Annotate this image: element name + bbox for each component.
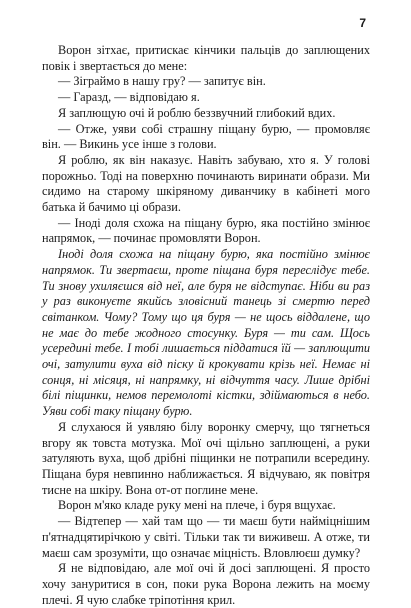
paragraph: Ворон м'яко кладе руку мені на плече, і буря вщухає. [58,498,336,513]
italic-paragraph: Іноді доля схожа на піщану бурю, яка постійно змінює напрямок. Ти звертаєш, проте піщана буря переслідує тебе. Ти знову ухиляєшся від неї, але буря не відступає. Ніби ви раз у раз виконуєте якийсь зловісний танець зі смертю перед світанком. Чому? Тому що ця буря — не щось віддалене, що не має до тебе жодного стосунку. Буря — ти сам. Щось усередині тебе. І тобі лишається піддатися їй — заплющити очі, затулити вуха від піску й крокувати крізь неї. Немає ні сонця, ні місяця, ні напрямку, ні відчуття часу. Лише дрібні білі піщинки, немов перемолоті кістки, здіймаються в небо. Уяви собі таку піщану бурю. [42,247,370,419]
paragraph: — Гаразд, — відповідаю я. [58,90,200,105]
paragraph: Я слухаюся й уявляю білу воронку смерчу, що тягнеться вгору як товста мотузка. Мої очі щільно заплющені, а руки затуляють вуха, щоб дрібні піщинки не потрапили всередину. Піщана буря невпинно наближається. Я відчуваю, як повітря тисне на шкіру. Вона от-от поглине мене. [42,419,370,497]
paragraph: — Отже, уяви собі страшну піщану бурю, — промовляє він. — Викинь усе інше з голови. [42,121,370,152]
paragraph: Я роблю, як він наказує. Навіть забуваю, хто я. У голові порожньо. Тоді на поверхню починають виринати образи. Ми сидимо на старому шкіряному диванчику в кабінеті мого батька й бачимо ці образи. [42,152,370,215]
paragraph: — Відтепер — хай там що — ти маєш бути найміцнішим п'ятнадцятирічкою у світі. Тільки так ти виживеш. А отже, ти маєш сам зрозуміти, що означає міцність. Вловлюєш думку? [42,514,370,560]
page-number: 7 [359,16,366,30]
paragraph: Ворон зітхає, притискає кінчики пальців до заплющених повік і звертається до мене: [42,43,370,73]
body-text [42,43,370,608]
paragraph: Я не відповідаю, але мої очі й досі заплющені. Я просто хочу зануритися в сон, поки рука Ворона лежить на моєму плечі. Я чую слабке тріпотіння крил. [42,561,370,607]
paragraph: — Зіграймо в нашу гру? — запитує він. [58,74,266,89]
paragraph: — Іноді доля схожа на піщану бурю, яка постійно змінює напрямок, — починає промовляти Ворон. [42,215,370,246]
paragraph: Я заплющую очі й роблю беззвучний глибокий вдих. [58,105,336,120]
